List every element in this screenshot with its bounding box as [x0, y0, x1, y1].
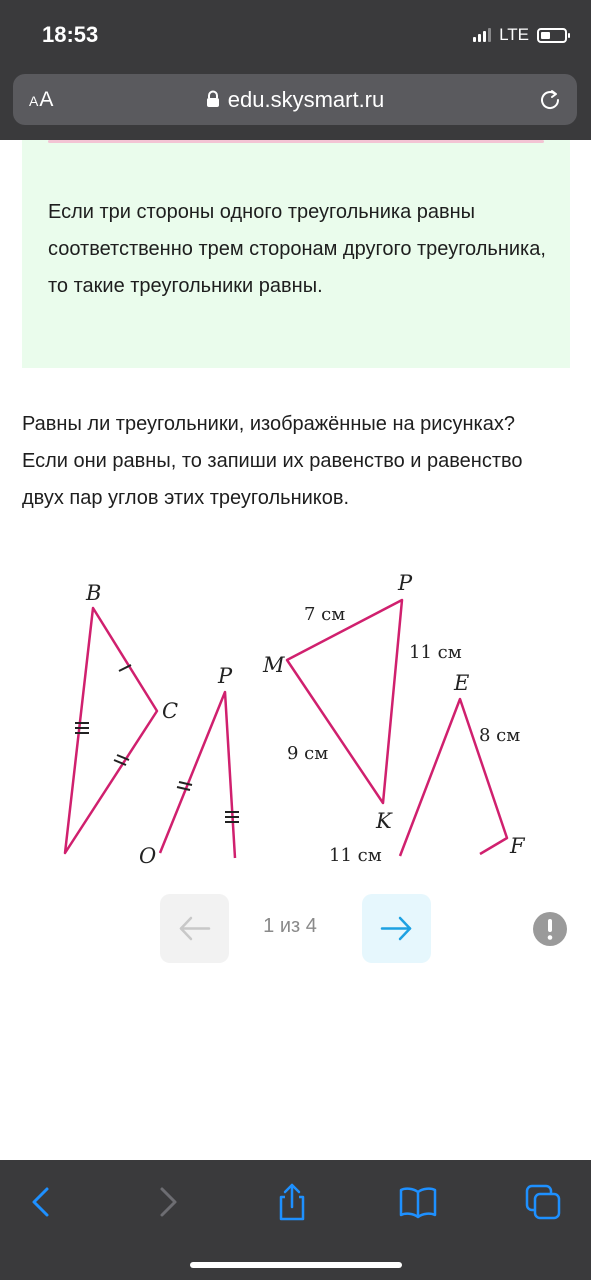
- address-bar[interactable]: [13, 74, 577, 125]
- tabs-icon[interactable]: [523, 1182, 563, 1222]
- tick-p-left-1: [177, 787, 190, 790]
- triangles-drawing: [0, 568, 591, 868]
- exclamation-icon[interactable]: [533, 912, 567, 946]
- label-p1: P: [218, 664, 233, 688]
- page-content: [0, 140, 591, 1160]
- chevron-left-icon[interactable]: [21, 1182, 61, 1222]
- label-c: C: [162, 699, 179, 723]
- status-bar: [0, 0, 591, 140]
- label-f: F: [510, 834, 525, 858]
- book-icon[interactable]: [398, 1182, 438, 1222]
- page-counter: 1 из 4: [263, 915, 317, 937]
- length-mk: 9 см: [287, 743, 329, 764]
- task-question: Равны ли треугольники, изображённые на рисунках? Если они равны, то запиши их равенство и равенство двух пар углов этих треугольников.: [22, 413, 523, 509]
- prev-button[interactable]: [160, 894, 229, 963]
- label-m: M: [263, 653, 285, 677]
- chevron-right-icon[interactable]: [148, 1182, 188, 1222]
- triangle-ef: [400, 699, 507, 856]
- status-time: 18:53: [42, 22, 99, 47]
- text-size-button[interactable]: AA: [29, 88, 55, 111]
- signal-icon: [473, 28, 491, 42]
- label-b: B: [86, 581, 102, 605]
- label-o: O: [139, 844, 157, 868]
- label-e: E: [454, 671, 470, 695]
- share-icon[interactable]: [272, 1182, 312, 1222]
- arrow-right-icon: [362, 894, 431, 963]
- lock-icon: [206, 90, 220, 108]
- url-display[interactable]: [13, 87, 577, 113]
- length-pk: 11 см: [409, 642, 462, 663]
- next-button[interactable]: [362, 894, 431, 963]
- tick-p-left-2: [179, 782, 192, 785]
- url-text: edu.skysmart.ru: [227, 87, 385, 112]
- length-ef: 8 см: [479, 725, 521, 746]
- triangles-figure: [0, 568, 591, 868]
- arrow-left-icon: [160, 894, 229, 963]
- label-p2: P: [398, 571, 413, 595]
- theorem-callout: [22, 140, 570, 368]
- triangle-bco: [65, 608, 157, 853]
- home-indicator: [190, 1262, 402, 1268]
- network-label: LTE: [499, 25, 529, 44]
- length-mp: 7 см: [304, 604, 346, 625]
- pager: [0, 894, 591, 964]
- status-indicators: [473, 25, 567, 45]
- callout-top-border: [48, 140, 544, 143]
- battery-icon: [537, 28, 567, 43]
- reload-icon[interactable]: [537, 87, 563, 113]
- length-bottom: 11 см: [329, 845, 382, 866]
- label-k: K: [376, 809, 392, 833]
- triangle-mpk: [287, 600, 402, 803]
- theorem-text: Если три стороны одного треугольника равны соответственно трем сторонам другого треугольника, то такие треугольники равны.: [48, 201, 546, 297]
